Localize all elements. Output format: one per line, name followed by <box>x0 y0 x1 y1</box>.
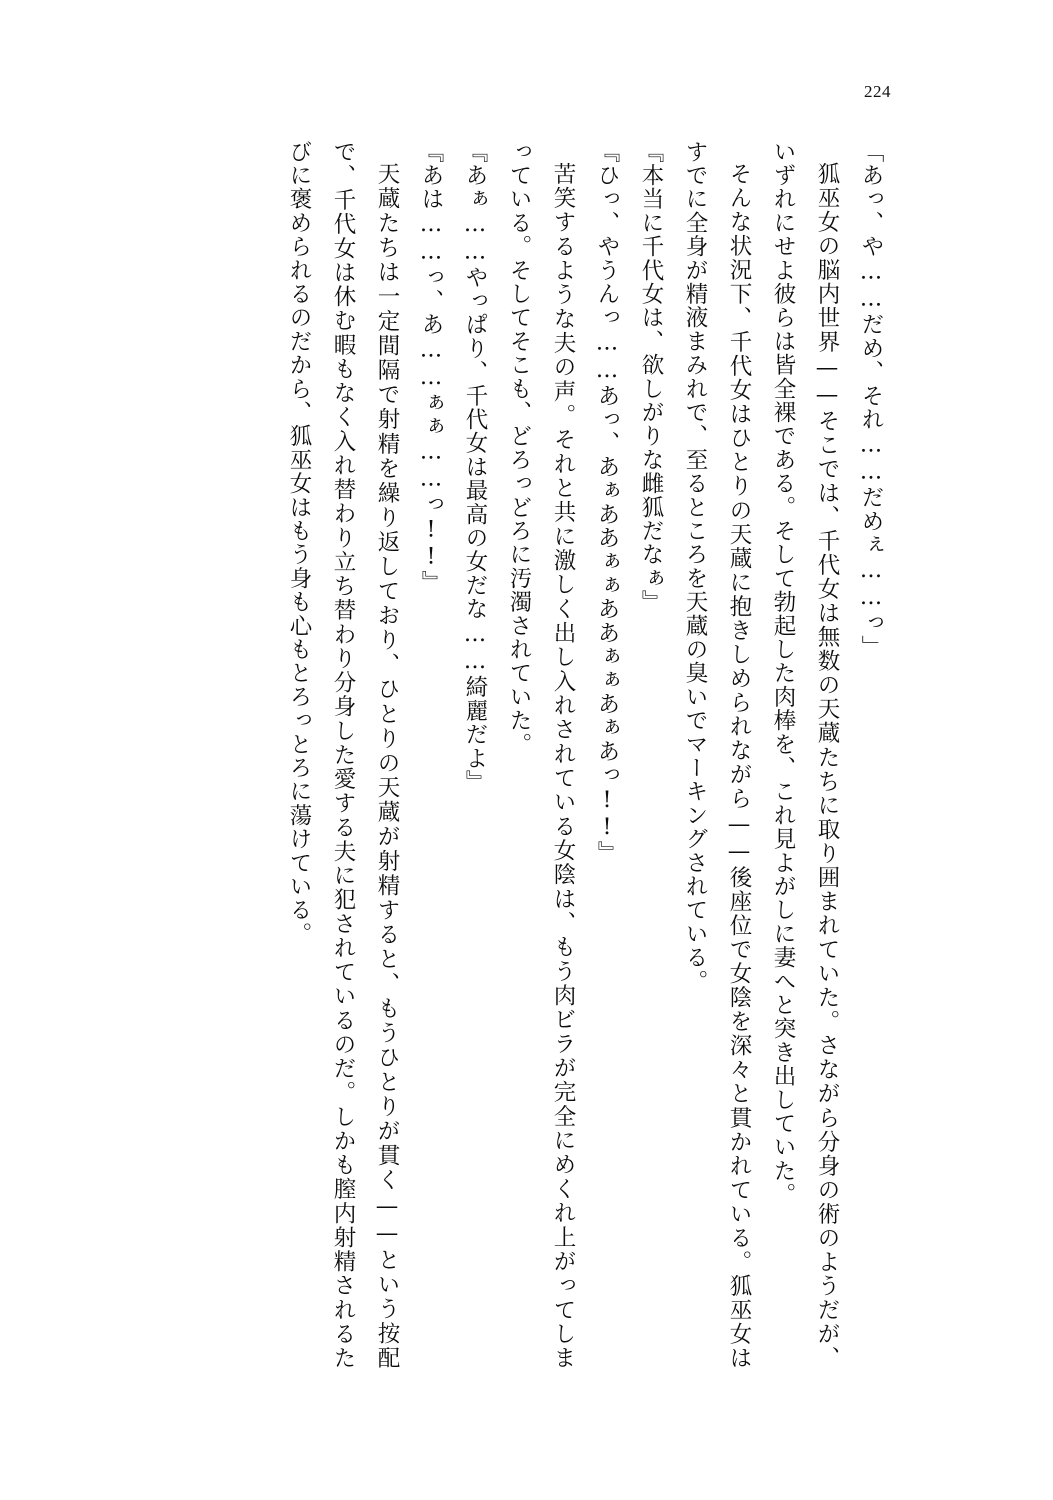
paragraph: 『ひっ、やうんっ……あっ、あぁああぁぁああぁぁあぁあっ!!』 <box>594 140 620 865</box>
paragraph: 苦笑するような夫の声。それと共に激しく出し入れされている女陰は、もう肉ビラが完全にめくれ上がってしまっている。そしてそこも、どろっどろに汚濁されていた。 <box>506 140 576 1370</box>
paragraph: 狐巫女の脳内世界——そこでは、千代女は無数の天蔵たちに取り囲まれていた。さながら分身の術のようだが、いずれにせよ彼らは皆全裸である。そして勃起した肉棒を、これ見よがしに妻へと突き出していた。 <box>770 140 840 1370</box>
paragraph: 『あぁ……やっぱり、千代女は最高の女だな……綺麗だよ』 <box>462 140 488 794</box>
paragraph: 『本当に千代女は、欲しがりな雌狐だなぁ』 <box>638 140 664 614</box>
paragraph: 『あは……っ、あ……ぁぁ……っ!!』 <box>418 140 444 595</box>
page-body-text <box>133 140 893 1370</box>
paragraph: そんな状況下、千代女はひとりの天蔵に抱きしめられながら——後座位で女陰を深々と貫かれている。狐巫女はすでに全身が精液まみれで、至るところを天蔵の臭いでマーキングされている。 <box>682 140 752 1370</box>
paragraph: 「あっ、や……だめ、それ……だめぇ……っ」 <box>858 140 884 659</box>
page-number: 224 <box>864 82 891 101</box>
paragraph: 天蔵たちは一定間隔で射精を繰り返しており、ひとりの天蔵が射精すると、もうひとりが貫く——という按配で、千代女は休む暇もなく入れ替わり立ち替わり分身した愛する夫に犯されているのだ。しかも膣内射精されるたびに褒められるのだから、狐巫女はもう身も心もとろっとろに蕩けている。 <box>286 140 400 1370</box>
